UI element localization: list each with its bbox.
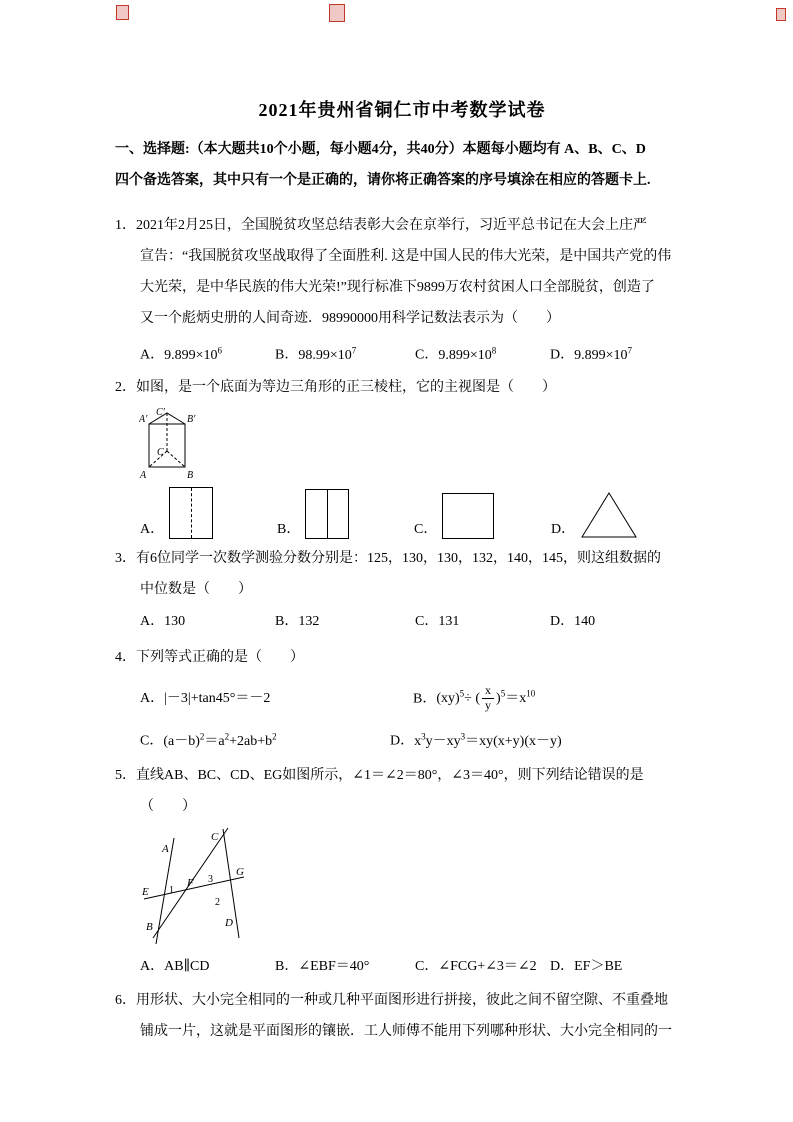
q2-option-b (277, 489, 414, 539)
red-stamp-icon-middle (329, 4, 345, 22)
q2-option-c-label: C． (414, 521, 438, 537)
q2-stem: 2．如图，是一个底面为等边三角形的正三棱柱，它的主视图是（ ） (115, 379, 556, 395)
q1-option-b (275, 334, 415, 372)
q2-option-a-dashed-line (191, 488, 192, 538)
q6-line-1: 6．用形状、大小完全相同的一种或几种平面图形进行拼接，彼此之间不留空隙、不重叠地 (115, 992, 668, 1008)
q4-option-d-value: $x^3y-xy^3=xy(x+y)(x-y)$ (414, 731, 562, 749)
q3-line-1: 3．有6位同学一次数学测验分数分别是：125，130，130，132，140，145，则这组数据的 (115, 550, 661, 566)
q5-option-a (140, 950, 275, 983)
q4-option-c-label: C． (140, 733, 164, 749)
q5-option-c-value: ∠FCG+∠3＝∠2 (438, 958, 537, 974)
q5-option-d-label: D． (550, 958, 575, 974)
q3-line-2: 中位数是（ ） (140, 581, 252, 597)
q4-option-b-label: B． (413, 691, 437, 707)
q5-option-b (275, 950, 415, 983)
q2-option-b-shape-rect-solid (305, 489, 349, 539)
q2-figure-label-a-prime: A′ (139, 413, 148, 425)
q1-line-2: 宣告：“我国脱贫攻坚战取得了全面胜利. 这是中国人民的伟大光荣，是中国共产党的伟 (140, 249, 672, 264)
q5-option-a-value: AB∥CD (164, 958, 210, 974)
q2-figure-label-a: A (140, 469, 147, 481)
q4-option-b (413, 682, 536, 712)
question-4 (115, 642, 689, 758)
q5-figure-label-a: A (162, 842, 169, 855)
q5-figure-angle-3: 3 (208, 873, 213, 885)
q4-option-c-value: $(a-b)^2=a^2+2ab+b^2$ (163, 731, 277, 749)
q4-option-a-value: |－3|+tan45°＝－2 (164, 691, 271, 707)
q5-option-a-label: A． (140, 958, 165, 974)
q2-options-row (115, 481, 689, 539)
q2-figure-label-b: B (187, 469, 194, 481)
q5-option-d (550, 950, 622, 983)
q5-figure-label-c: C (211, 830, 219, 843)
q4-options-row-2 (115, 720, 689, 758)
q5-option-b-label: B． (275, 958, 299, 974)
q2-option-c (414, 493, 551, 539)
q4-stem: 4．下列等式正确的是（ ） (115, 649, 304, 665)
q2-option-d (551, 491, 688, 539)
q1-option-c-value: $9.899\times 10^8$ (438, 345, 497, 363)
q2-figure-label-c: C (157, 446, 164, 458)
question-6 (115, 985, 689, 1047)
q1-option-b-value: $98.99\times 10^7$ (298, 345, 357, 363)
q4-option-a-label: A． (140, 691, 165, 707)
q3-option-b-label: B． (275, 613, 299, 629)
document-body (115, 96, 689, 1047)
q1-option-a-label: A． (140, 347, 165, 363)
q3-option-a (140, 605, 275, 638)
q2-figure-wrap (139, 405, 689, 481)
q2-figure-label-b-prime: B′ (187, 413, 196, 425)
q5-figure-label-d: D (225, 916, 233, 929)
q5-figure-label-e: E (142, 885, 149, 898)
q5-option-d-value: EF＞BE (574, 958, 623, 974)
q2-option-b-solid-line (327, 490, 328, 538)
q2-option-b-label: B． (277, 521, 301, 537)
q6-line-2: 铺成一片，这就是平面图形的镶嵌．工人师傅不能用下列哪种形状、大小完全相同的一 (140, 1023, 672, 1039)
q5-option-c-label: C． (415, 958, 439, 974)
q2-option-a (140, 487, 277, 539)
q1-line-1: 1．2021年2月25日，全国脱贫攻坚总结表彰大会在京举行，习近平总书记在大会上庄严 (115, 218, 647, 233)
q2-triangular-prism-figure (139, 405, 201, 481)
q3-option-a-value: 130 (164, 613, 186, 629)
q3-option-d-label: D． (550, 613, 575, 629)
red-stamp-icon-left (116, 5, 129, 20)
q5-line-2: （ ） (140, 798, 196, 814)
q1-option-c-label: C． (415, 347, 439, 363)
q4-option-d-label: D． (390, 733, 415, 749)
q1-option-b-label: B． (275, 347, 299, 363)
q2-option-d-shape-triangle (580, 491, 638, 539)
q5-option-c (415, 950, 550, 983)
q5-figure-angle-2: 2 (215, 896, 220, 908)
q3-option-d (550, 605, 595, 638)
q1-option-d-label: D． (550, 347, 575, 363)
q1-line-4: 又一个彪炳史册的人间奇迹．98990000用科学记数法表示为（ ） (140, 311, 560, 326)
q1-line-3: 大光荣，是中华民族的伟大光荣!”现行标准下9899万农村贫困人口全部脱贫，创造了 (140, 280, 655, 295)
q5-figure-wrap (139, 826, 689, 950)
q5-options-row (115, 950, 689, 983)
q3-option-c-label: C． (415, 613, 439, 629)
q4-option-c (140, 720, 390, 758)
q1-option-d-value: $9.899\times 10^7$ (574, 345, 633, 363)
question-3 (115, 543, 689, 638)
q4-option-b-value: (xy)$^5$÷ ( $\frac{x}{y}$ )$^5=x^{10}$ (436, 682, 536, 712)
q1-option-d (550, 334, 632, 372)
q1-options-row (115, 334, 689, 372)
question-2 (115, 372, 689, 539)
q5-lines-angles-figure (139, 826, 254, 950)
q5-option-b-value: ∠EBF＝40° (298, 958, 370, 974)
q2-option-c-shape-rect-plain (442, 493, 494, 539)
page-title: 2021年贵州省铜仁市中考数学试卷 (258, 100, 546, 120)
q5-figure-label-f: F (187, 876, 194, 889)
q3-options-row (115, 605, 689, 638)
q2-option-d-label: D． (551, 521, 576, 537)
q5-line-1: 5．直线AB、BC、CD、EG如图所示，∠1＝∠2＝80°，∠3＝40°，则下列结论错误的是 (115, 767, 644, 783)
q3-option-c (415, 605, 550, 638)
q2-option-a-shape-rect-dashed (169, 487, 213, 539)
section-instructions-line-2: 四个备选答案，其中只有一个是正确的，请你将正确答案的序号填涂在相应的答题卡上. (115, 173, 651, 188)
question-5 (115, 760, 689, 983)
q4-options-row-1 (115, 673, 689, 721)
q5-figure-label-b: B (146, 920, 153, 933)
q2-option-a-label: A． (140, 521, 165, 537)
section-instructions-line-1: 一、选择题:（本大题共10个小题，每小题4分，共40分）本题每小题均有 A、B、C、D (115, 142, 646, 157)
q3-option-d-value: 140 (574, 613, 596, 629)
q4-option-a (140, 678, 413, 720)
question-1 (115, 210, 689, 372)
q1-option-c (415, 334, 550, 372)
q3-option-a-label: A． (140, 613, 165, 629)
q2-figure-label-c-prime: C′ (156, 406, 165, 418)
q5-figure-angle-1: 1 (169, 884, 174, 896)
q3-option-c-value: 131 (438, 613, 460, 629)
red-stamp-icon-right (776, 8, 786, 21)
q1-option-a (140, 334, 275, 372)
q1-option-a-value: $9.899\times 10^6$ (164, 345, 223, 363)
q3-option-b-value: 132 (298, 613, 320, 629)
q5-figure-label-g: G (236, 865, 244, 878)
q4-option-d (390, 731, 562, 749)
q3-option-b (275, 605, 415, 638)
